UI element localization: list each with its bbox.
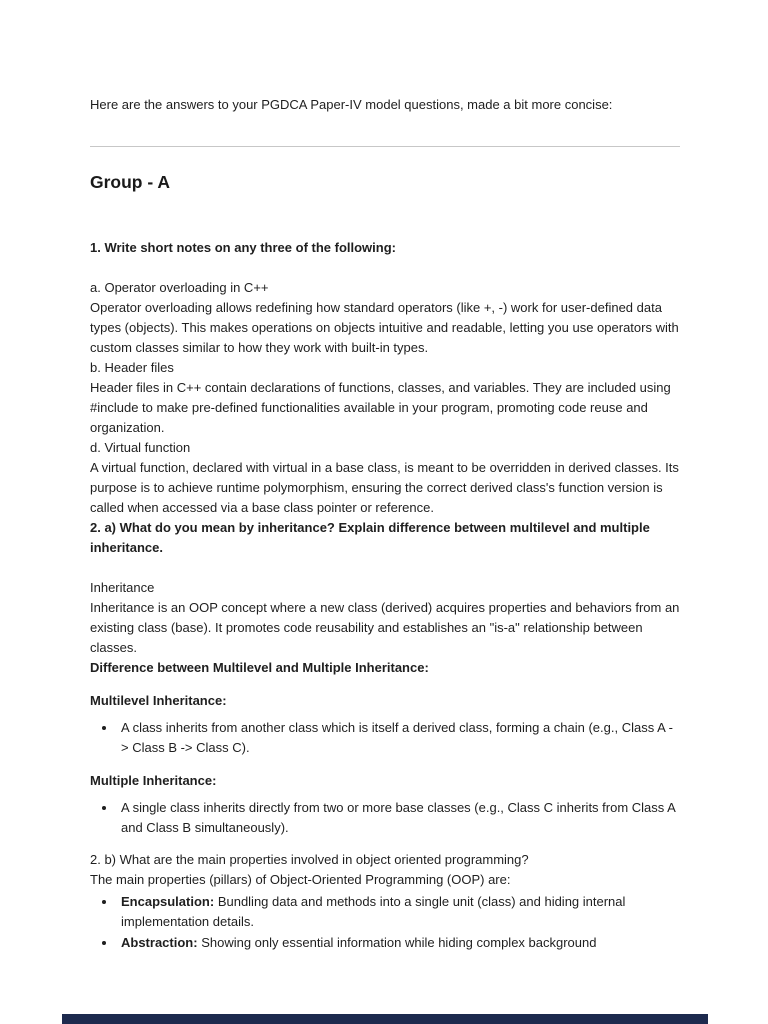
document-content <box>90 95 680 954</box>
list-item: • A single class inherits directly from two or more base classes (e.g., Class C inherits from Class A and Class B simultaneously). <box>117 798 680 838</box>
q2b-lead: The main properties (pillars) of Object-Oriented Programming (OOP) are: <box>90 872 511 887</box>
q1-item-a-body: Operator overloading allows redefining how standard operators (like +, -) work for user-defined data types (objects). This makes operations on objects intuitive and readable, letting you use operators with custom classes similar to how they work with built-in types. <box>90 300 679 355</box>
difference-heading: Difference between Multilevel and Multiple Inheritance: <box>90 660 429 675</box>
next-page-edge <box>62 1014 708 1024</box>
multiple-heading: Multiple Inheritance: <box>90 773 217 788</box>
multilevel-bullet-list <box>90 718 680 758</box>
oop-properties-list <box>90 892 680 953</box>
list-item <box>117 892 680 932</box>
multilevel-heading: Multilevel Inheritance: <box>90 693 227 708</box>
intro-text: Here are the answers to your PGDCA Paper-IV model questions, made a bit more concise: <box>90 97 613 112</box>
bullet-desc: Bundling data and methods into a single unit (class) and hiding internal implementation details. <box>121 894 626 929</box>
q1-item-a-title: a. Operator overloading in C++ <box>90 280 269 295</box>
list-item <box>117 933 680 953</box>
bullet-term: Abstraction: <box>121 935 198 950</box>
inheritance-body: Inheritance is an OOP concept where a new class (derived) acquires properties and behaviors from an existing class (base). It promotes code reusability and establishes an "is-a" relationship between classes. <box>90 600 680 655</box>
q1-item-b-title: b. Header files <box>90 360 174 375</box>
q1-heading: 1. Write short notes on any three of the following: <box>90 240 396 255</box>
list-item: • A class inherits from another class which is itself a derived class, forming a chain (e.g., Class A -> Class B -> Class C). <box>117 718 680 758</box>
q1-item-d-title: d. Virtual function <box>90 440 191 455</box>
q2a-heading: 2. a) What do you mean by inheritance? Explain difference between multilevel and multiple inheritance. <box>90 520 650 555</box>
bullet-term: Encapsulation: <box>121 894 215 909</box>
bullet-desc: Showing only essential information while hiding complex background <box>201 935 597 950</box>
q2b-heading: 2. b) What are the main properties involved in object oriented programming? <box>90 852 529 867</box>
inheritance-title: Inheritance <box>90 580 155 595</box>
group-heading: Group - A <box>90 172 171 192</box>
multiple-bullet-list <box>90 798 680 838</box>
q1-item-b-body: Header files in C++ contain declarations of functions, classes, and variables. They are included using #include to make pre-defined functionalities available in your program, promoting code reuse and organization. <box>90 380 671 435</box>
divider <box>90 146 680 147</box>
q1-item-d-body: A virtual function, declared with virtual in a base class, is meant to be overridden in derived classes. Its purpose is to achieve runtime polymorphism, ensuring the correct derived class's function version is called when accessed via a base class pointer or reference. <box>90 460 679 515</box>
